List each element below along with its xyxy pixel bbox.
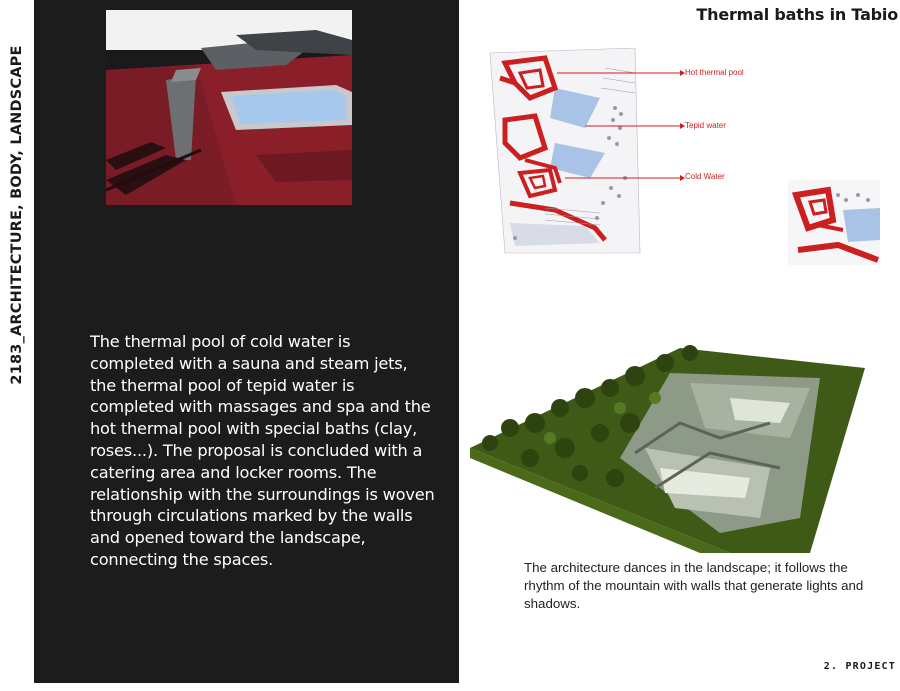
plan-detail-image (788, 180, 880, 265)
label-tepid-water: Tepid water (685, 121, 726, 130)
caption-text: The architecture dances in the landscape; it follows the rhythm of the mountain with walls that generate lights and shadows. (524, 560, 864, 611)
label-cold-water: Cold Water (685, 172, 725, 181)
site-plan-diagram (485, 48, 760, 258)
side-title: 2183_ARCHITECTURE, BODY, LANDSCAPE (9, 45, 25, 385)
footer-section-label: 2. PROJECT (823, 661, 896, 672)
aerial-landscape-render (470, 328, 865, 553)
side-title-strip (0, 0, 34, 691)
description-text: The thermal pool of cold water is completed with a sauna and steam jets, the thermal pool of tepid water is completed with massages and spa and the hot thermal pool with special baths (clay, roses...). The proposal is concluded with a catering area and locker rooms. The relationship with the surroundings is woven through circulations marked by the walls and opened toward the landscape, connecting the spaces. (90, 332, 435, 569)
page-title: Thermal baths in Tabio (696, 5, 898, 24)
render-pool-image (106, 10, 352, 205)
label-hot-pool: Hot thermal pool (685, 68, 744, 77)
